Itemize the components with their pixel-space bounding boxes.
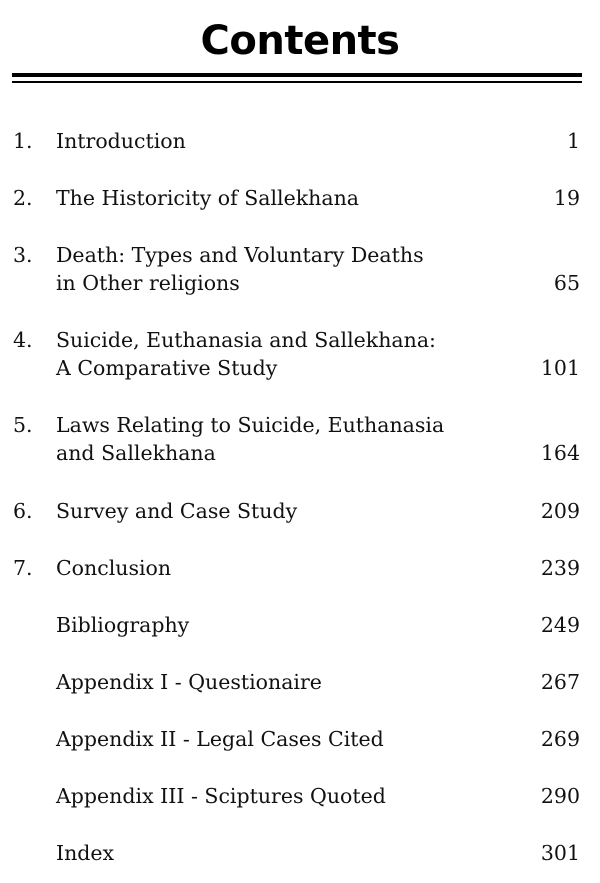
entry-page-number: 290 (540, 784, 580, 808)
entry-number: 6. (13, 499, 33, 523)
entry-page-number: 269 (540, 727, 580, 751)
entry-title: Bibliography (56, 613, 190, 637)
entry-title: Appendix II - Legal Cases Cited (56, 727, 384, 751)
entry-title: Survey and Case Study (56, 499, 298, 523)
toc-entry (0, 554, 600, 582)
entry-title: Laws Relating to Suicide, Euthanasia (56, 413, 445, 437)
entry-title: The Historicity of Sallekhana (56, 186, 360, 210)
entry-page-number: 65 (553, 271, 580, 295)
entry-title: A Comparative Study (56, 356, 278, 380)
toc-entry (0, 411, 600, 467)
entry-page-number: 1 (566, 129, 580, 153)
entry-number: 7. (13, 556, 33, 580)
toc-entry (0, 326, 600, 382)
entry-number: 5. (13, 413, 33, 437)
entry-number: 1. (13, 129, 33, 153)
entry-title: Appendix I - Questionaire (56, 670, 322, 694)
title-rule-thick (12, 73, 582, 77)
entry-page-number: 209 (540, 499, 580, 523)
entry-title: Introduction (56, 129, 186, 153)
entry-title: Conclusion (56, 556, 172, 580)
toc-entry (0, 127, 600, 155)
entry-number: 3. (13, 243, 33, 267)
entry-number: 2. (13, 186, 33, 210)
entry-number: 4. (13, 328, 33, 352)
entry-page-number: 19 (553, 186, 580, 210)
entry-page-number: 101 (540, 356, 580, 380)
toc-entry (0, 725, 600, 753)
entry-page-number: 301 (540, 841, 580, 865)
toc-entry (0, 839, 600, 867)
entry-page-number: 249 (540, 613, 580, 637)
entry-title: Index (56, 841, 115, 865)
entry-page-number: 239 (540, 556, 580, 580)
toc-entry (0, 611, 600, 639)
entry-page-number: 267 (540, 670, 580, 694)
toc-entry (0, 184, 600, 212)
entry-title: and Sallekhana (56, 441, 216, 465)
entry-page-number: 164 (540, 441, 580, 465)
toc-entry (0, 668, 600, 696)
toc-entry (0, 241, 600, 297)
page-title: Contents (200, 18, 400, 64)
entry-title: Death: Types and Voluntary Deaths (56, 243, 424, 267)
entry-title: in Other religions (56, 271, 240, 295)
title-rule-thin (12, 81, 582, 83)
toc-entry (0, 497, 600, 525)
entry-title: Appendix III - Sciptures Quoted (56, 784, 386, 808)
entry-title: Suicide, Euthanasia and Sallekhana: (56, 328, 436, 352)
toc-entry (0, 782, 600, 810)
